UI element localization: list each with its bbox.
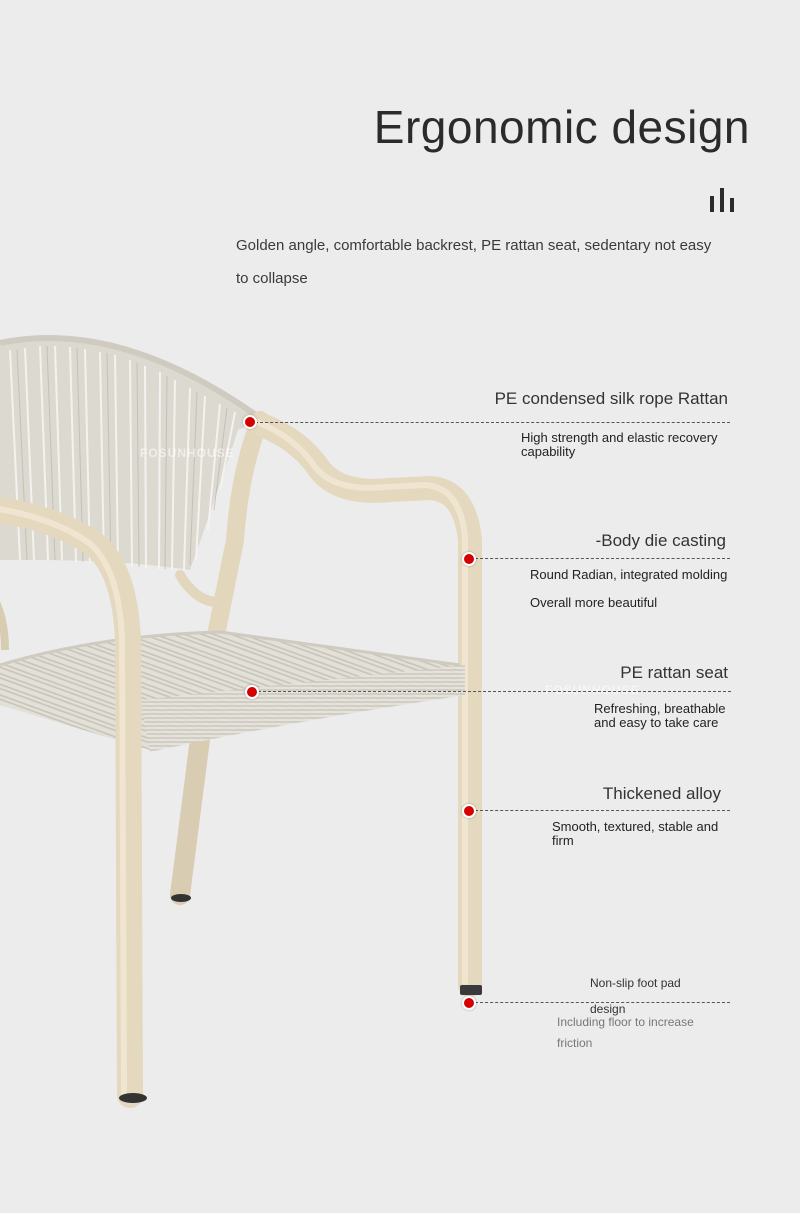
desc-line: Round Radian, integrated molding: [530, 567, 728, 582]
bar-chart-icon: [708, 186, 742, 219]
callout-line: [258, 691, 731, 692]
desc-line: Refreshing, breathable: [594, 701, 726, 716]
marker-dot: [245, 685, 259, 699]
watermark: FOSUNHOUSE: [545, 683, 640, 697]
desc-line: and easy to take care: [594, 715, 719, 730]
desc-line: High strength and elastic recovery: [521, 430, 718, 445]
marker-dot: [243, 415, 257, 429]
feature-title-seat: PE rattan seat: [620, 663, 728, 682]
feature-title-alloy: Thickened alloy: [602, 784, 721, 803]
feature-title-die-casting: -Body die casting: [595, 531, 726, 550]
subtitle-line-2: to collapse: [236, 270, 308, 287]
callout-line: [475, 558, 730, 559]
feature-desc-foot-pad: [557, 1012, 694, 1054]
callout-line: [255, 422, 730, 423]
page-subtitle: [236, 229, 756, 295]
marker-dot: [462, 552, 476, 566]
subtitle-line-1: Golden angle, comfortable backrest, PE rattan seat, sedentary not easy: [236, 237, 712, 254]
desc-line: Smooth, textured, stable and: [552, 819, 719, 834]
title-line: Non-slip foot pad: [590, 976, 681, 990]
feature-desc-alloy: [552, 820, 718, 848]
feature-desc-rattan: [521, 431, 718, 459]
desc-line: firm: [552, 833, 574, 848]
callout-line: [475, 810, 730, 811]
watermark: FOSUNHOUSE: [140, 446, 235, 460]
desc-line: Including floor to increase: [557, 1015, 694, 1029]
marker-dot: [462, 996, 476, 1010]
title-line: design: [590, 1002, 626, 1016]
desc-line: friction: [557, 1036, 593, 1050]
desc-line: Overall more beautiful: [530, 595, 658, 610]
marker-dot: [462, 804, 476, 818]
feature-desc-seat: [594, 702, 726, 730]
page-title: Ergonomic design: [373, 101, 750, 153]
feature-title-rattan: PE condensed silk rope Rattan: [494, 389, 728, 408]
desc-line: capability: [521, 444, 576, 459]
feature-desc-die-casting: [530, 561, 727, 617]
